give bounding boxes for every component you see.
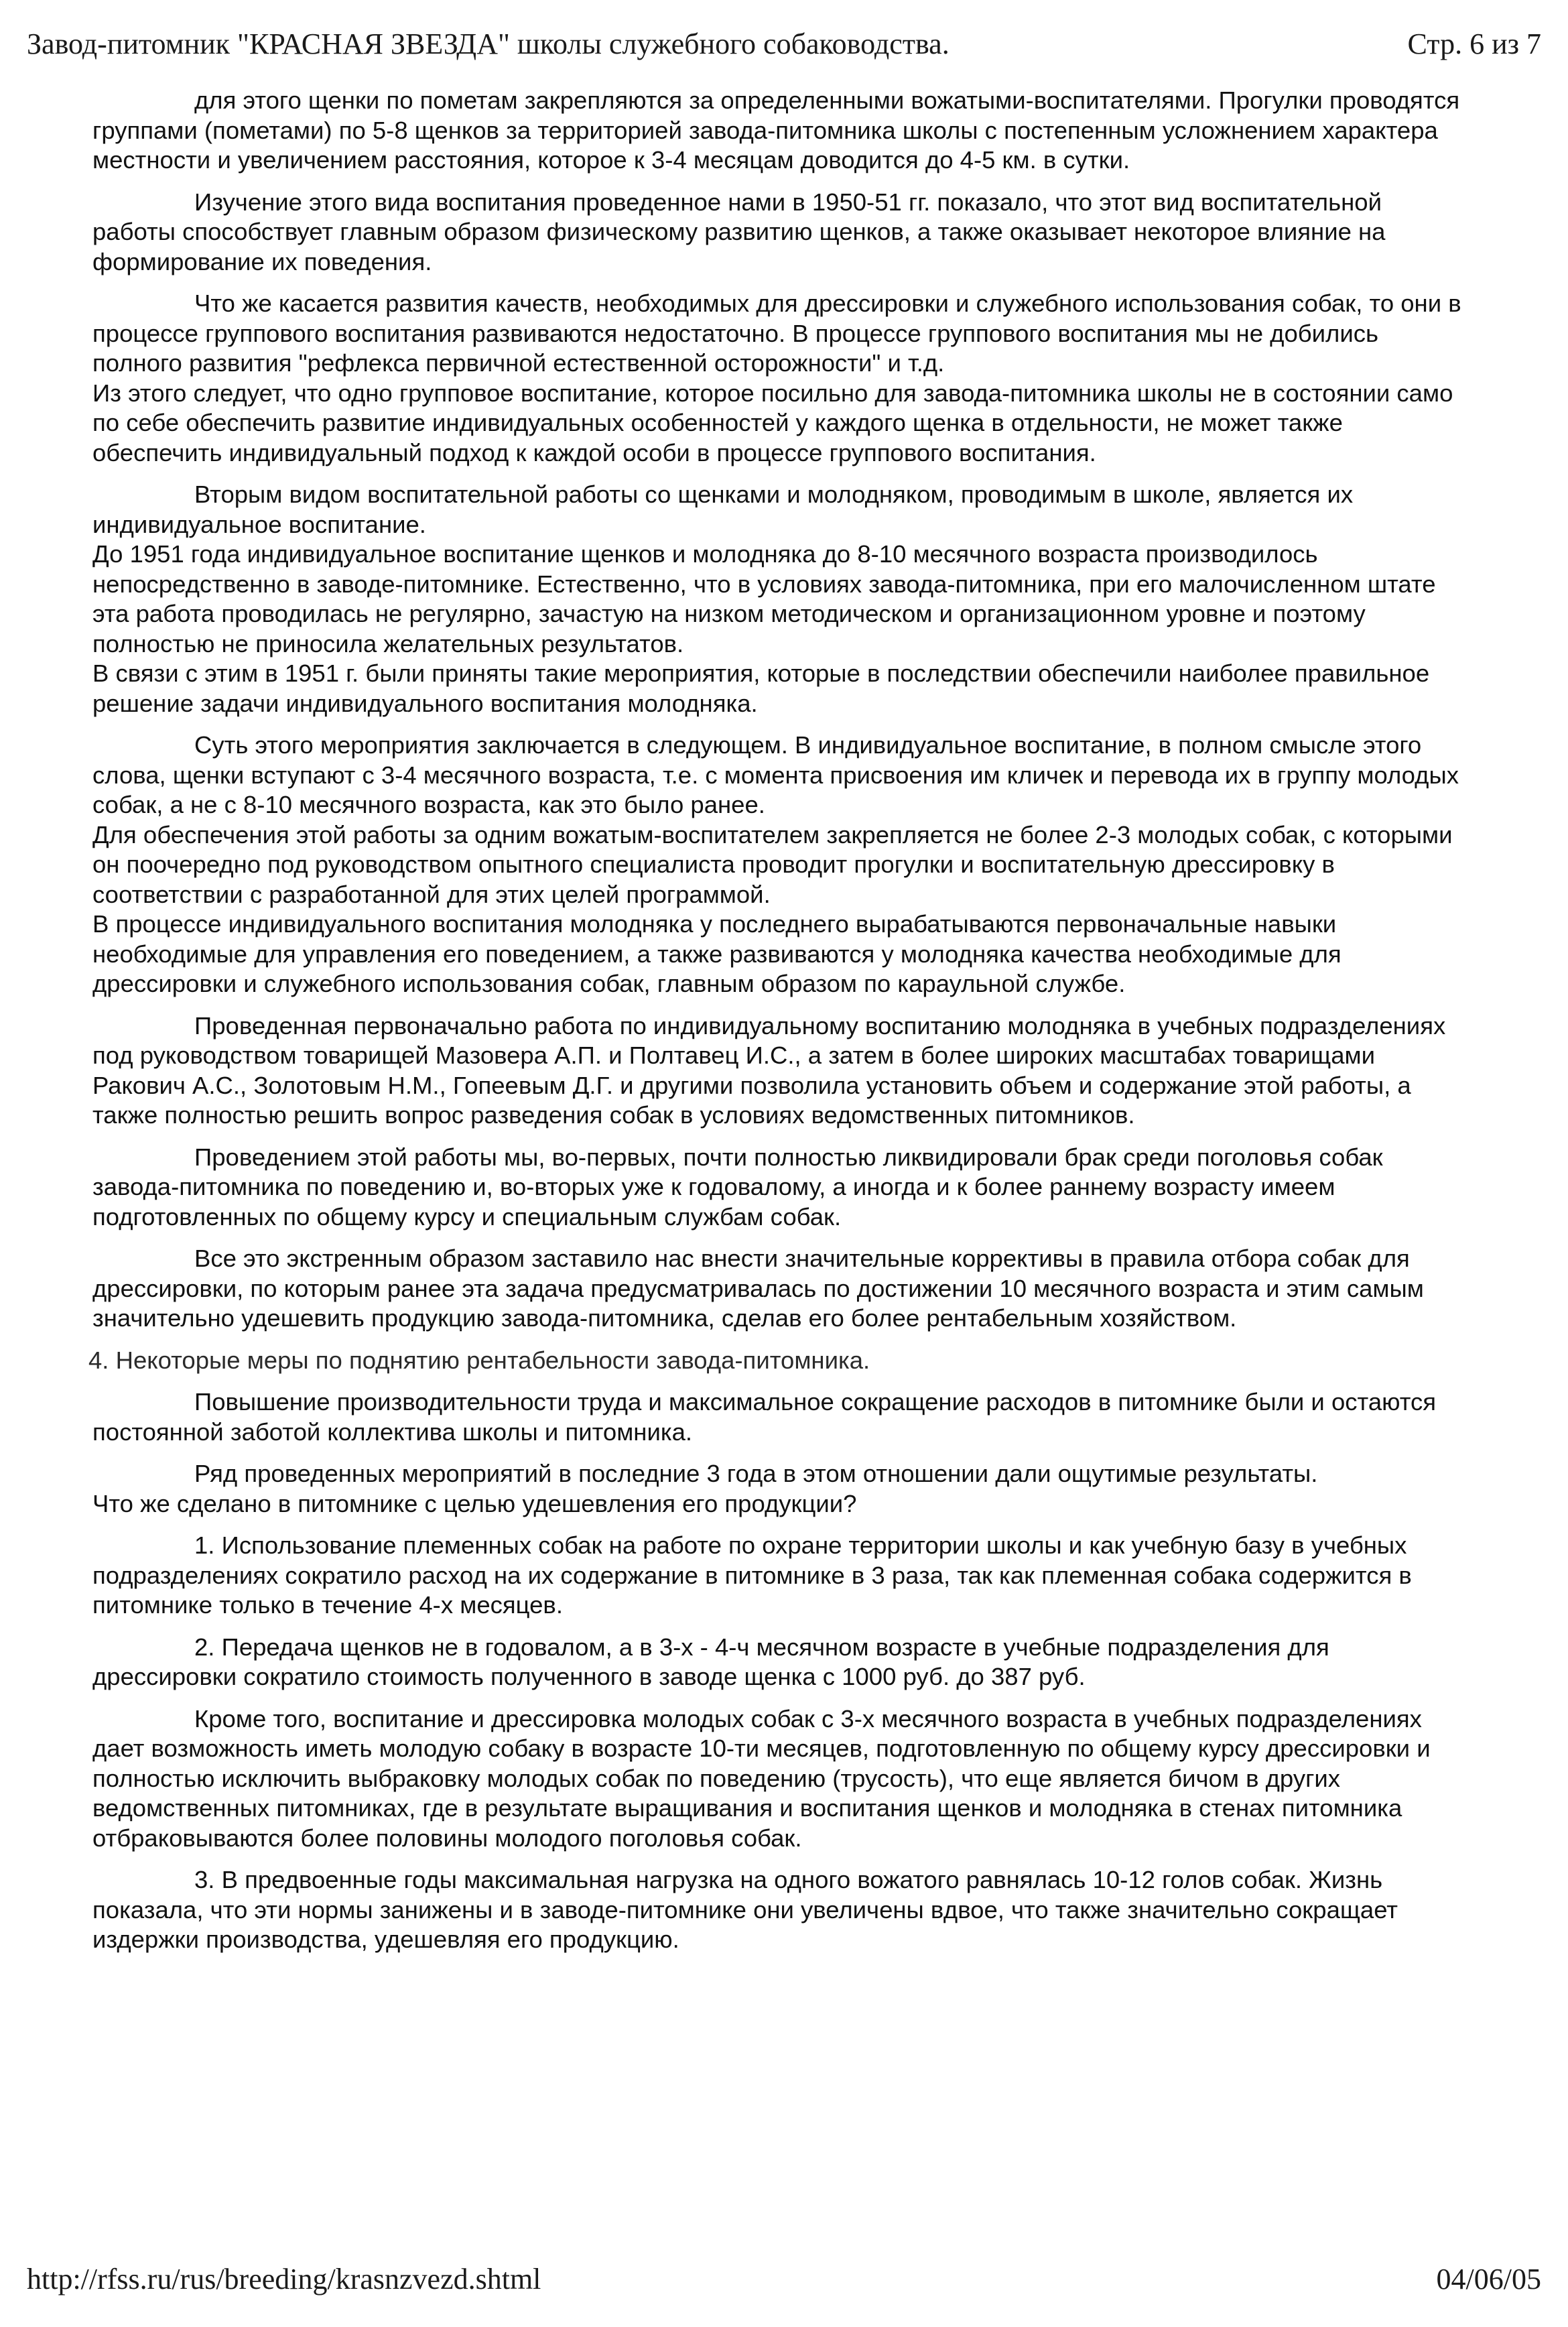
paragraph-text: Суть этого мероприятия заключается в следующем. В индивидуальное воспитание, в полном смысле этого слова, щенки вступают с 3-4 месячного возраста, т.е. с момента присвоения им кличек и перевода их в группу молодых собак, а не с 8-10 месячного возраста, как это было ранее. bbox=[92, 731, 1459, 818]
footer-url: http://rfss.ru/rus/breeding/krasnzvezd.shtml bbox=[27, 2263, 541, 2295]
page-footer bbox=[27, 2255, 1541, 2302]
paragraph-text: Из этого следует, что одно групповое воспитание, которое посильно для завода-питомника школы не в состоянии само по себе обеспечить развитие индивидуальных особенностей у каждого щенка в отдельности, не может также обеспечить индивидуальный подход к каждой особи в процессе группового воспитания. bbox=[92, 379, 1453, 466]
paragraph-text: Вторым видом воспитательной работы со щенками и молодняком, проводимым в школе, является их индивидуальное воспитание. bbox=[92, 481, 1354, 538]
paragraph-text: Все это экстренным образом заставило нас внести значительные коррективы в правила отбора собак для дрессировки, по которым ранее эта задача предусматривалась по достижении 10 месячного возраста и этим самым значительно удешевить продукцию завода-питомника, сделав его более рентабельным хозяйством. bbox=[92, 1245, 1424, 1332]
paragraph bbox=[92, 540, 1467, 659]
paragraph-text: В процессе индивидуального воспитания молодняка у последнего вырабатываются первоначальные навыки необходимые для управления его поведением, а также развиваются у молодняка качества необходимые для дрессировки и служебного использования собак, главным образом по караульной службе. bbox=[92, 910, 1342, 997]
paragraph-text: 4. Некоторые меры по поднятию рентабельности завода-питомника. bbox=[88, 1346, 870, 1374]
header-title: Завод-питомник "КРАСНАЯ ЗВЕЗДА" школы служебного собаководства. bbox=[27, 27, 950, 60]
paragraph bbox=[92, 659, 1467, 718]
footer-date: 04/06/05 bbox=[1436, 2263, 1541, 2295]
paragraph bbox=[92, 188, 1467, 277]
paragraph bbox=[92, 1865, 1467, 1955]
paragraph bbox=[92, 820, 1467, 910]
paragraph bbox=[92, 289, 1467, 379]
paragraph-text: 2. Передача щенков не в годовалом, а в 3-х - 4-ч месячном возрасте в учебные подразделения для дрессировки сократило стоимость полученного в заводе щенка с 1000 руб. до 387 руб. bbox=[92, 1633, 1329, 1690]
paragraph bbox=[92, 1704, 1467, 1854]
paragraph-text: Что же касается развития качеств, необходимых для дрессировки и служебного использования собак, то они в процессе группового воспитания развиваются недостаточно. В процессе группового воспитания мы не добились полного развития "рефлекса первичной естественной осторожности" и т.д. bbox=[92, 290, 1461, 377]
paragraph bbox=[92, 1459, 1467, 1489]
paragraph-text: Проведенная первоначально работа по индивидуальному воспитанию молодняка в учебных подразделениях под руководством товарищей Мазовера А.П. и Полтавец И.С., а затем в более широких масштабах товарищами Ракович А.С., Золотовым Н.М., Гопеевым Д.Г. и другими позволила установить объем и содержание этой работы, а также полностью решить вопрос разведения собак в условиях ведомственных питомников. bbox=[92, 1011, 1446, 1129]
document-body bbox=[88, 86, 1467, 1967]
paragraph-text: 3. В предвоенные годы максимальная нагрузка на одного вожатого равнялась 10-12 голов собак. Жизнь показала, что эти нормы занижены и в заводе-питомнике они увеличены вдвое, что также значительно сокращает издержки производства, удешевляя его продукцию. bbox=[92, 1866, 1398, 1953]
paragraph-text: Изучение этого вида воспитания проведенное нами в 1950-51 гг. показало, что этот вид воспитательной работы способствует главным образом физическому развитию щенков, а также оказывает некоторое влияние на формирование их поведения. bbox=[92, 188, 1386, 275]
paragraph bbox=[92, 731, 1467, 820]
paragraph-text: Проведением этой работы мы, во-первых, почти полностью ликвидировали брак среди поголовья собак завода-питомника по поведению и, во-вторых уже к годовалому, а иногда и к более раннему возрасту имеем подготовленных по общему курсу и специальным службам собак. bbox=[92, 1143, 1383, 1231]
paragraph bbox=[92, 1244, 1467, 1334]
paragraph-text: Повышение производительности труда и максимальное сокращение расходов в питомнике были и остаются постоянной заботой коллектива школы и питомника. bbox=[92, 1388, 1437, 1446]
section-heading bbox=[88, 1346, 1467, 1376]
paragraph bbox=[92, 1531, 1467, 1621]
paragraph-text: 1. Использование племенных собак на работе по охране территории школы и как учебную базу в учебных подразделениях сократило расход на их содержание в питомнике в 3 раза, так как племенная собака содержится в питомнике только в течение 4-х месяцев. bbox=[92, 1531, 1412, 1619]
paragraph bbox=[92, 480, 1467, 540]
paragraph bbox=[92, 1489, 1467, 1519]
paragraph-text: Кроме того, воспитание и дрессировка молодых собак с 3-х месячного возраста в учебных подразделениях дает возможность иметь молодую собаку в возрасте 10-ти месяцев, подготовленную по общему курсу дрессировки и полностью исключить выбраковку молодых собак по поведению (трусость), что еще является бичом в других ведомственных питомниках, где в результате выращивания и воспитания щенков и молодняка в стенах питомника отбраковываются более половины молодого поголовья собак. bbox=[92, 1704, 1431, 1852]
paragraph bbox=[92, 1387, 1467, 1447]
paragraph-text: Что же сделано в питомнике с целью удешевления его продукции? bbox=[92, 1489, 857, 1517]
paragraph-text: для этого щенки по пометам закрепляются за определенными вожатыми-воспитателями. Прогулки проводятся группами (пометами) по 5-8 щенков за территорией завода-питомника школы с постепенным усложнением характера местности и увеличением расстояния, которое к 3-4 месяцам доводится до 4-5 км. в сутки. bbox=[92, 86, 1460, 174]
paragraph bbox=[92, 1633, 1467, 1692]
paragraph bbox=[92, 1143, 1467, 1233]
paragraph-text: Ряд проведенных мероприятий в последние 3 года в этом отношении дали ощутимые результаты. bbox=[194, 1460, 1318, 1487]
paragraph bbox=[92, 379, 1467, 468]
paragraph-text: В связи с этим в 1951 г. были приняты такие мероприятия, которые в последствии обеспечили наиболее правильное решение задачи индивидуального воспитания молодняка. bbox=[92, 659, 1430, 717]
paragraph bbox=[92, 86, 1467, 176]
paragraph bbox=[92, 1011, 1467, 1131]
header-page-number: Стр. 6 из 7 bbox=[1407, 27, 1541, 60]
paragraph bbox=[92, 909, 1467, 999]
page-header bbox=[27, 20, 1541, 74]
paragraph-text: До 1951 года индивидуальное воспитание щенков и молодняка до 8-10 месячного возраста производилось непосредственно в заводе-питомнике. Естественно, что в условиях завода-питомника, при его малочисленном штате эта работа проводилась не регулярно, зачастую на низком методическом и организационном уровне и поэтому полностью не приносила желательных результатов. bbox=[92, 540, 1436, 657]
paragraph-text: Для обеспечения этой работы за одним вожатым-воспитателем закрепляется не более 2-3 молодых собак, с которыми он поочередно под руководством опытного специалиста проводит прогулки и воспитательную дрессировку в соответствии с разработанной для этих целей программой. bbox=[92, 820, 1453, 908]
